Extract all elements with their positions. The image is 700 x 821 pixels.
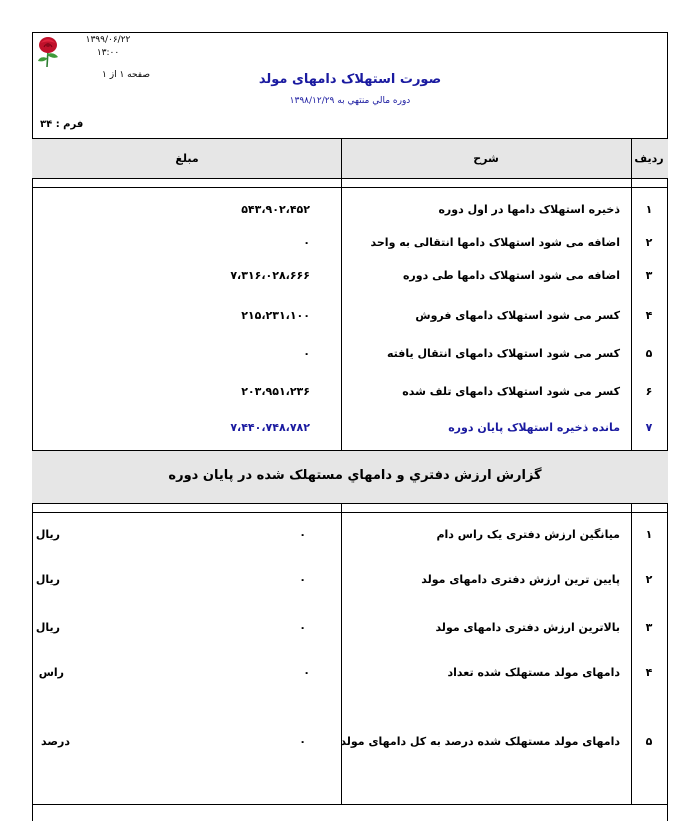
row-amount: ۲۰۳،۹۵۱،۲۳۶ <box>241 385 310 398</box>
row-description: ذخیره استهلاک دامها در اول دوره <box>438 203 620 216</box>
period-date: ۱۳۹۸/۱۲/۲۹ <box>289 96 335 106</box>
section-title: گزارش ارزش دفتري و دامهاي مستهلک شده در پايان دوره <box>168 468 542 483</box>
header-amount: مبلغ <box>175 152 199 165</box>
row-description: کسر می شود استهلاک دامهای فروش <box>415 309 620 322</box>
report-row-number: ۱ <box>645 528 653 541</box>
header-row-number: رديف <box>634 152 664 165</box>
row-number: ۷ <box>645 421 653 434</box>
report-row-unit: ریال <box>35 573 60 586</box>
row-amount: ۷،۴۴۰،۷۴۸،۷۸۲ <box>230 421 310 434</box>
row-amount: ۰ <box>303 347 310 360</box>
report-row-description: پایین ترین ارزش دفتری دامهای مولد <box>421 573 620 586</box>
report-row-value: ۰ <box>299 528 306 541</box>
report-row-number: ۳ <box>645 621 653 634</box>
report-row-unit: ریال <box>35 528 60 541</box>
period-label: دوره مالي منتهي به <box>337 96 411 106</box>
row-number: ۲ <box>645 236 653 249</box>
report-date: ۱۳۹۹/۰۶/۲۲ <box>85 35 131 45</box>
row-number: ۶ <box>645 385 653 398</box>
report-row-value: ۰ <box>303 666 310 679</box>
report-row-value: ۰ <box>299 621 306 634</box>
row-number: ۱ <box>645 203 653 216</box>
row-description: کسر می شود استهلاک دامهای انتقال یافته <box>387 347 620 360</box>
report-row-number: ۴ <box>645 666 653 679</box>
row-description: مانده ذخیره استهلاک پایان دوره <box>448 421 620 434</box>
row-amount: ۵۴۳،۹۰۲،۴۵۲ <box>241 203 310 216</box>
report-row-description: میانگین ارزش دفتری یک راس دام <box>436 528 620 541</box>
report-row-unit: ریال <box>35 621 60 634</box>
page-label: صفحه <box>127 70 150 80</box>
row-amount: ۲۱۵،۲۳۱،۱۰۰ <box>241 309 310 322</box>
row-number: ۳ <box>645 269 653 282</box>
row-number: ۵ <box>645 347 653 360</box>
report-row-value: ۰ <box>299 573 306 586</box>
report-time: ۱۳:۰۰ <box>96 48 120 58</box>
header-description: شرح <box>473 152 499 165</box>
report-row-number: ۲ <box>645 573 653 586</box>
row-description: کسر می شود استهلاک دامهای تلف شده <box>402 385 620 398</box>
row-amount: ۷،۳۱۶،۰۲۸،۶۶۶ <box>230 269 310 282</box>
report-row-unit: راس <box>38 666 64 679</box>
report-row-description: دامهای مولد مستهلک شده درصد به کل دامهای مولد <box>340 735 620 748</box>
report-row-number: ۵ <box>645 735 653 748</box>
row-amount: ۰ <box>303 236 310 249</box>
page-value: ۱ از ۱ <box>102 70 125 80</box>
report-row-description: بالاترین ارزش دفتری دامهای مولد <box>435 621 620 634</box>
row-number: ۴ <box>645 309 653 322</box>
report-row-description: دامهای مولد مستهلک شده تعداد <box>447 666 620 679</box>
page-title: صورت استهلاک دامهای مولد <box>258 72 442 87</box>
report-row-value: ۰ <box>299 735 306 748</box>
row-description: اضافه می شود استهلاک دامها طی دوره <box>402 269 620 282</box>
row-description: اضافه می شود استهلاک دامها انتقالی به واحد <box>370 236 620 249</box>
report-row-unit: درصد <box>41 735 70 748</box>
form-number: فرم : ۳۴ <box>40 119 84 130</box>
